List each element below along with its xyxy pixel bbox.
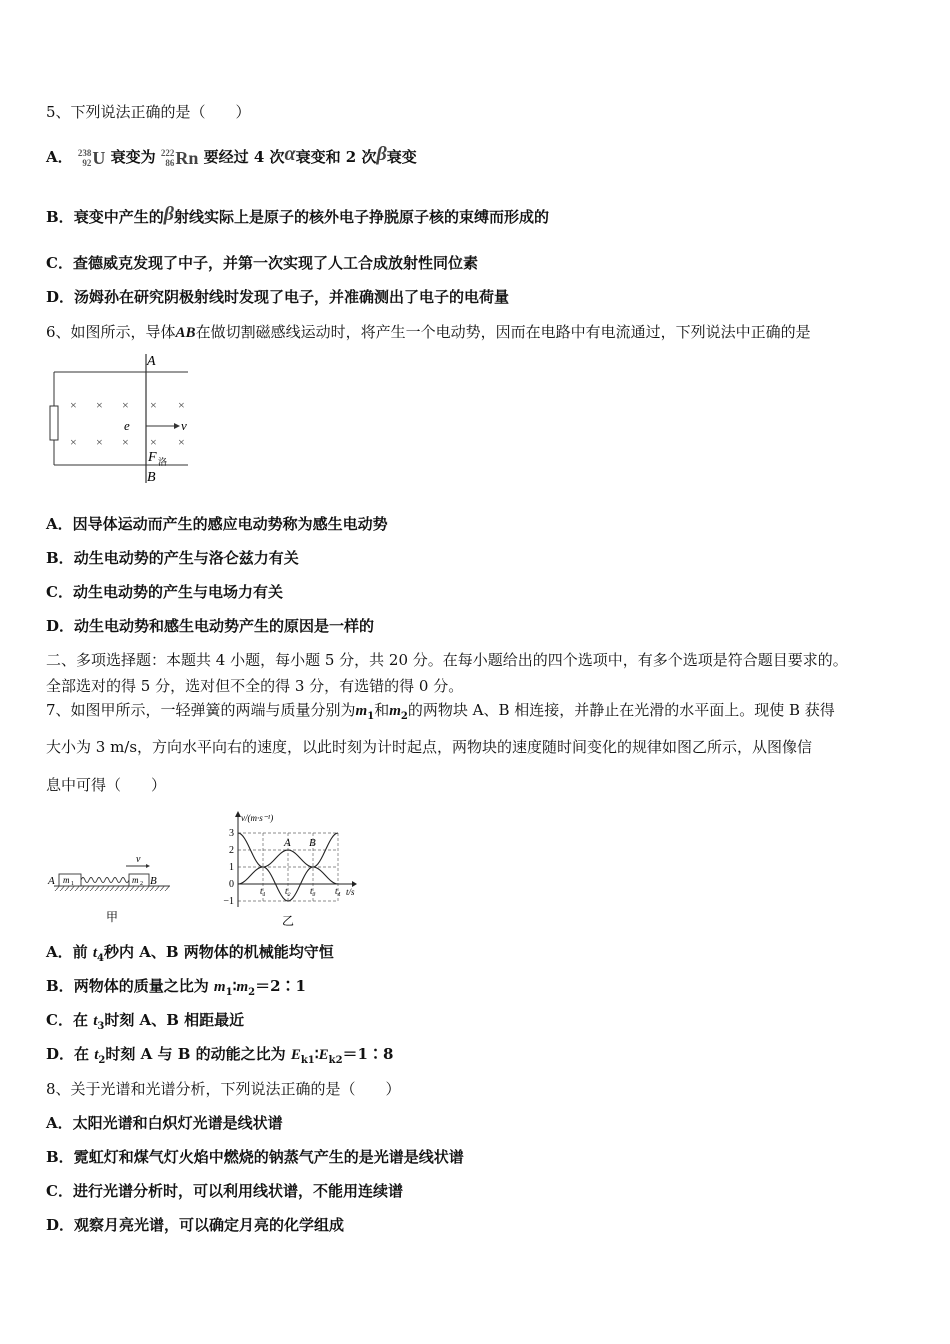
svg-text:B: B	[150, 875, 157, 887]
svg-text:×: ×	[122, 435, 129, 449]
q7-stem-line2: 大小为 3 m/s，方向水平向右的速度，以此时刻为计时起点，两物块的速度随时间变化的规律如图乙所示，从图像信	[46, 738, 813, 756]
q5-option-b: B．衰变中产生的β射线实际上是原子的核外电子挣脱原子核的束缚而形成的	[46, 203, 549, 226]
svg-text:m: m	[132, 875, 139, 885]
y-axis-label: v/(m·s⁻¹)	[241, 813, 274, 823]
q5-option-a: A． 238 92 U 衰变为 222 86 Rn 要经过 4 次α衰变和 2 次β衰变	[46, 143, 417, 168]
y-tick-label: −1	[223, 896, 234, 907]
x-tick-label: t₄	[335, 886, 341, 896]
q8-option-c: C．进行光谱分析时，可以利用线状谱，不能用连续谱	[46, 1182, 403, 1200]
q7-figure-jia	[46, 848, 176, 930]
beta-symbol: β	[163, 203, 174, 225]
svg-text:v: v	[136, 854, 141, 865]
svg-text:×: ×	[96, 398, 103, 412]
resistor	[50, 406, 58, 440]
y-tick-label: 3	[229, 828, 234, 839]
q7-option-d: D．在 $t_2$时刻 A 与 B 的动能之比为 $E_{k1}∶E_{k2}=1∶8$	[46, 1045, 394, 1066]
svg-text:1: 1	[71, 881, 74, 887]
q8-option-a: A．太阳光谱和白炽灯光谱是线状谱	[46, 1114, 283, 1132]
q7-stem-line1: 7、如图甲所示，一轻弹簧的两端与质量分别为$m_1$和$m_2$的两物块 A、B 相连接，并静止在光滑的水平面上。现使 B 获得	[46, 701, 835, 722]
option-label: A．	[46, 148, 73, 166]
q7-figure-yi-chart	[214, 808, 374, 930]
radon-nuclide: 222 86 Rn	[160, 148, 199, 168]
x-tick-label: t₃	[310, 886, 316, 896]
label-a: A	[147, 354, 156, 369]
label-e: e	[124, 418, 130, 433]
q8-option-b: B．霓虹灯和煤气灯火焰中燃烧的钠蒸气产生的是光谱是线状谱	[46, 1148, 464, 1166]
q7-stem-line3: 息中可得（ ）	[46, 776, 167, 794]
label-b: B	[147, 470, 156, 485]
q6-option-c: C．动生电动势的产生与电场力有关	[46, 583, 283, 601]
svg-text:×: ×	[178, 435, 185, 449]
q7-option-b: B．两物体的质量之比为 $m_1∶m_2=2∶1$	[46, 977, 306, 998]
svg-text:×: ×	[96, 435, 103, 449]
q7-option-c: C．在 $t_3$时刻 A、B 相距最近	[46, 1011, 245, 1032]
alpha-symbol: α	[284, 143, 296, 165]
svg-text:×: ×	[150, 398, 157, 412]
beta-symbol: β	[376, 143, 387, 165]
svg-text:×: ×	[70, 398, 77, 412]
x-axis-label: t/s	[346, 887, 355, 897]
q7-option-a: A．前 $t_4$秒内 A、B 两物体的机械能均守恒	[46, 943, 334, 964]
q8-stem: 8、关于光谱和光谱分析，下列说法正确的是（ ）	[46, 1080, 401, 1098]
q6-option-a: A．因导体运动而产生的感应电动势称为感生电动势	[46, 515, 388, 533]
label-v: v	[181, 418, 187, 433]
x-tick-label: t₂	[285, 886, 291, 896]
q6-stem: 6、如图所示，导体AB在做切割磁感线运动时，将产生一个电动势，因而在电路中有电流通过，下列说法中正确的是	[46, 323, 811, 341]
label-f: F	[148, 450, 157, 465]
uranium-nuclide: 238 92 U	[77, 148, 106, 168]
q6-option-b: B．动生电动势的产生与洛仑兹力有关	[46, 549, 299, 567]
svg-text:m: m	[63, 875, 70, 885]
q6-option-d: D．动生电动势和感生电动势产生的原因是一样的	[46, 617, 375, 635]
y-tick-label: 1	[229, 862, 234, 873]
q5-option-c: C．查德威克发现了中子，并第一次实现了人工合成放射性同位素	[46, 254, 478, 272]
q6-circuit-figure	[46, 348, 206, 488]
svg-text:×: ×	[150, 435, 157, 449]
q5-stem: 5、下列说法正确的是（ ）	[46, 103, 251, 121]
section2-heading-line1: 二、多项选择题：本题共 4 小题，每小题 5 分，共 20 分。在每小题给出的四个选项中，有多个选项是符合题目要求的。	[46, 651, 848, 669]
svg-text:洛: 洛	[158, 457, 168, 467]
y-tick-label: 0	[229, 879, 234, 890]
svg-text:×: ×	[70, 435, 77, 449]
svg-text:甲: 甲	[106, 910, 119, 924]
curve-b-label: B	[309, 837, 316, 849]
svg-text:A: A	[48, 875, 55, 887]
svg-text:×: ×	[178, 398, 185, 412]
svg-text:2: 2	[140, 881, 143, 887]
q5-option-d: D．汤姆孙在研究阴极射线时发现了电子，并准确测出了电子的电荷量	[46, 288, 510, 306]
x-tick-label: t₁	[260, 886, 266, 896]
svg-text:×: ×	[122, 398, 129, 412]
curve-a-label: A	[284, 837, 291, 849]
y-tick-label: 2	[229, 845, 234, 856]
q8-option-d: D．观察月亮光谱，可以确定月亮的化学组成	[46, 1216, 345, 1234]
section2-heading-line2: 全部选对的得 5 分，选对但不全的得 3 分，有选错的得 0 分。	[46, 677, 464, 695]
figure-caption: 乙	[282, 914, 295, 928]
